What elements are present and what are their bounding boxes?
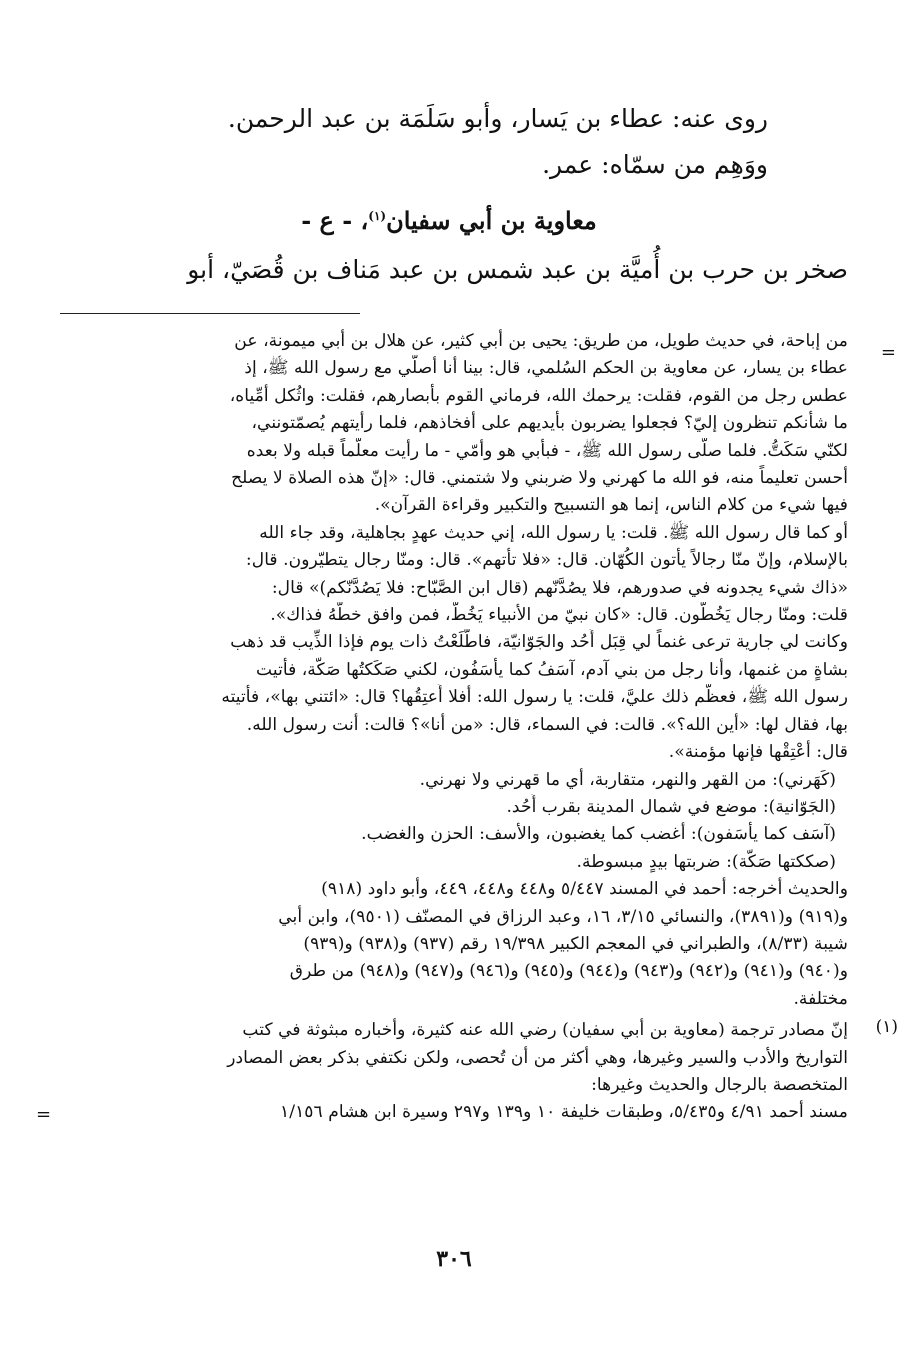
footnote-line: إنّ مصادر ترجمة (معاوية بن أبي سفيان) رضي الله عنه كثيرة، وأخباره مبثوثة في كتب [242, 1020, 848, 1041]
footnote-line: و(٩٤٠) و(٩٤١) و(٩٤٢) و(٩٤٣) و(٩٤٤) و(٩٤٥) و(٩٤٦) و(٩٤٧) و(٩٤٨) من طرق [289, 961, 848, 982]
footnote-line: أو كما قال رسول الله ﷺ. قلت: يا رسول الله، إني حديث عهدٍ بجاهلية، وقد جاء الله [259, 522, 848, 543]
footnote-line: (الجَوّانية): موضع في شمال المدينة بقرب أُحُد. [506, 796, 836, 817]
footnote-line: شيبة (٨/٣٣)، والطبراني في المعجم الكبير ١٩/٣٩٨ رقم (٩٣٧) و(٩٣٨) و(٩٣٩) [303, 933, 848, 954]
footnote-line: عطس رجل من القوم، فقلت: يرحمك الله، فرماني القوم بأبصارهم، فقلت: واثُكل أمِّياه، [229, 385, 848, 406]
footnote-line: ما شأنكم تنظرون إليّ؟ فجعلوا يضربون بأيديهم على أفخاذهم، فلما رأيتهم يُصمّتونني، [251, 413, 848, 434]
footnote-line: التواريخ والأدب والسير وغيرها، وهي أكثر من أن تُحصى، ولكن نكتفي بذكر بعض المصادر [227, 1047, 848, 1068]
continues-marker: = [36, 1103, 52, 1125]
footnote-line: من إباحة، في حديث طويل، من طريق: يحيى بن أبي كثير، عن هلال بن أبي ميمونة، عن [234, 331, 848, 351]
footnote-line: و(٩١٩) و(٣٨٩١)، والنسائي ٣/١٥، ١٦، وعبد الرزاق في المصنّف (٩٥٠١)، وابن أبي [278, 906, 848, 927]
page-number: ٣٠٦ [436, 1246, 472, 1272]
footnote-line: قال: أعْتِقْها فإنها مؤمنة». [668, 742, 848, 763]
footnote-line: لكنّي سَكَتُّ. فلما صلّى رسول الله ﷺ، - فبأبي هو وأمّي - ما رأيت معلّماً قبله ولا بعده [246, 440, 848, 461]
continuation-marker: = [880, 342, 896, 363]
footnote-line: مسند أحمد ٤/٩١ و٥/٤٣٥، وطبقات خليفة ١٠ و١٣٩ و٢٩٧ وسيرة ابن هشام ١/١٥٦ [280, 1102, 848, 1123]
footnote-line: بالإسلام، وإنّ منّا رجالاً يأتون الكُهّان. قال: «فلا تأتهم». قال: ومنّا رجال يتطيّرون. قال: [245, 550, 848, 571]
footnote-line: فيها شيء من كلام الناس، إنما هو التسبيح والتكبير وقراءة القرآن». [374, 495, 848, 516]
footnote-1 [36, 1017, 898, 1127]
footnote-ref: (١) [368, 209, 387, 223]
footnote-number: (١) [875, 1017, 898, 1038]
heading-title: معاوية بن أبي سفيان [386, 206, 597, 235]
footnote-line: (كَهَرني): من القهر والنهر، متقاربة، أي ما قهرني ولا نهرني. [419, 769, 836, 790]
footnote-line: والحديث أخرجه: أحمد في المسند ٥/٤٤٧ و٤٤٨ و٤٤٨، ٤٤٩، وأبو داود (٩١٨) [321, 879, 848, 900]
footnote-continued [60, 328, 848, 1013]
footnotes [36, 328, 898, 1127]
entry-heading [60, 190, 838, 247]
footnote-line: أحسن تعليماً منه، فو الله ما كهرني ولا ضربني ولا شتمني. قال: «إنّ هذه الصلاة لا يصلح [231, 468, 848, 489]
footnote-line: «ذاك شيء يجدونه في صدورهم، فلا يصُدَّنّهم (قال ابن الصَّبّاح: فلا يَصُدَّنّكم)» قال: [271, 577, 848, 598]
footnote-line: بها، فقال لها: «أين الله؟». قالت: في السماء، قال: «من أنا»؟ قالت: أنت رسول الله. [246, 714, 848, 735]
footnote-line: قلت: ومنّا رجال يَخُطّون. قال: «كان نبيّ من الأنبياء يَخُطّ، فمن وافق خطَّهُ فذاك». [270, 605, 848, 626]
footnote-line: بشاةٍ من غنمها، وأنا رجل من بني آدم، آسَفُ كما يأسَفُون، لكني صَكَكتُها صَكَّة، فأتيت [256, 659, 848, 680]
main-line-2: ووَهِم من سمّاه: عمر. [542, 150, 768, 179]
footnote-separator [60, 313, 360, 314]
main-text [60, 96, 848, 293]
footnote-line: المتخصصة بالرجال والحديث وغيرها: [591, 1074, 848, 1095]
footnote-line: عطاء بن يسار، عن معاوية بن الحكم السُلمي، قال: بينا أنا أصلّي مع رسول الله ﷺ، إذ [244, 358, 848, 379]
footnote-line: مختلفة. [793, 988, 848, 1009]
main-line-1: روى عنه: عطاء بن يَسار، وأبو سَلَمَة بن عبد الرحمن. [227, 104, 768, 133]
footnote-line: (صككتها صَكّة): ضربتها بيدٍ مبسوطة. [576, 851, 836, 872]
footnote-line: رسول الله ﷺ، فعظّم ذلك عليَّ، قلت: يا رسول الله: أفلا أُعتِقُها؟ قال: «ائتني بها»، فأتيته [221, 687, 848, 708]
heading-suffix: ، - ع - [301, 206, 369, 235]
main-line-3: صخر بن حرب بن أُميَّة بن عبد شمس بن عبد مَناف بن قُصَيّ، أبو [187, 255, 848, 284]
footnote-line: وكانت لي جارية ترعى غنماً لي قِبَل أُحُد والجَوّانيّة، فاطَّلَعْتُ ذات يوم فإذا الذِّيب قد ذهب [230, 632, 848, 653]
footnote-line: (آسَف كما يأسَفون): أغضب كما يغضبون، والأسف: الحزن والغضب. [361, 824, 836, 845]
